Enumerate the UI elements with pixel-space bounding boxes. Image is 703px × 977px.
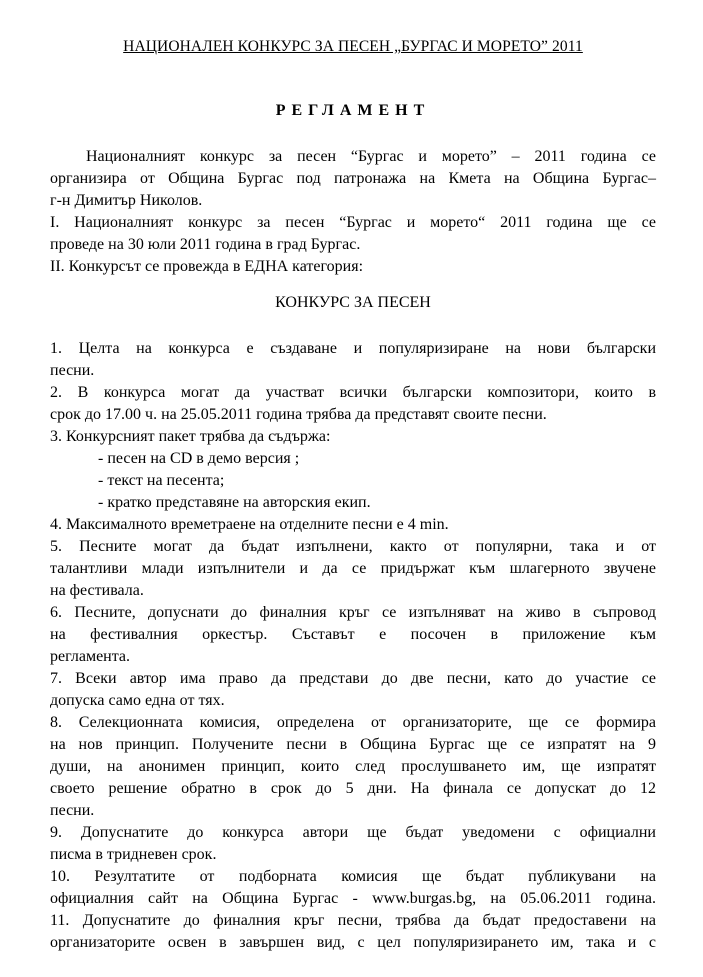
- list-item-line: 5. Песните могат да бъдат изпълнени, както от популярни, така и от: [50, 538, 656, 555]
- list-item-line: официалния сайт на Община Бургас - www.burgas.bg, на 05.06.2011 година.: [50, 890, 656, 907]
- list-item-line: песни.: [50, 802, 95, 819]
- list-item-line: 3. Конкурсният пакет трябва да съдържа:: [50, 428, 331, 445]
- paragraph-line: организира от Община Бургас под патронажа на Кмета на Община Бургас–: [50, 170, 656, 187]
- paragraph-line: проведе на 30 юли 2011 година в град Бургас.: [50, 236, 361, 253]
- document-title: НАЦИОНАЛЕН КОНКУРС ЗА ПЕСЕН „БУРГАС И МОРЕТО” 2011: [123, 38, 583, 55]
- list-item-line: регламента.: [50, 648, 131, 665]
- document-heading: РЕГЛАМЕНТ: [275, 102, 431, 119]
- list-item-line: на фестивала.: [50, 582, 144, 599]
- list-item-line: 2. В конкурса могат да участват всички български композитори, които в: [50, 384, 656, 401]
- list-item-line: 7. Всеки автор има право да представи до две песни, като до участие се: [50, 670, 656, 687]
- list-item-line: 4. Максималното времетраене на отделните песни е 4 min.: [50, 516, 449, 533]
- list-item-line: писма в тридневен срок.: [50, 846, 217, 863]
- list-item-line: организаторите освен в завършен вид, с цел популяризирането им, така и с: [50, 934, 656, 951]
- list-item-line: 11. Допуснатите до финалния кръг песни, трябва да бъдат предоставени на: [50, 912, 656, 929]
- paragraph-line: Националният конкурс за песен “Бургас и морето” – 2011 година се: [86, 148, 656, 165]
- list-item-line: допуска само една от тях.: [50, 692, 225, 709]
- list-item-line: талантливи млади изпълнители и да се придържат към шлагерното звучене: [50, 560, 656, 577]
- list-item-line: 1. Целта на конкурса е създаване и популяризиране на нови български: [50, 340, 656, 357]
- paragraph-line: I. Националният конкурс за песен “Бургас и морето“ 2011 година ще се: [50, 214, 656, 231]
- list-item-line: песни.: [50, 362, 95, 379]
- bullet-line: - кратко представяне на авторския екип.: [98, 494, 371, 511]
- paragraph-line: г-н Димитър Николов.: [50, 192, 203, 209]
- list-item-line: 10. Резултатите от подборната комисия ще бъдат публикувани на: [50, 868, 656, 885]
- list-item-line: души, на анонимен принцип, които след прослушването им, ще изпратят: [50, 758, 656, 775]
- paragraph-line: II. Конкурсът се провежда в ЕДНА категория:: [50, 258, 364, 275]
- list-item-line: 9. Допуснатите до конкурса автори ще бъдат уведомени с официални: [50, 824, 656, 841]
- list-item-line: 8. Селекционната комисия, определена от организаторите, ще се формира: [50, 714, 656, 731]
- list-item-line: 6. Песните, допуснати до финалния кръг се изпълняват на живо в съпровод: [50, 604, 656, 621]
- list-item-line: своето решение обратно в срок до 5 дни. На финала се допускат до 12: [50, 780, 656, 797]
- section-title: КОНКУРС ЗА ПЕСЕН: [275, 294, 431, 311]
- list-item-line: на фестивалния оркестър. Съставът е посочен в приложение към: [50, 626, 656, 643]
- bullet-line: - текст на песента;: [98, 472, 225, 489]
- bullet-line: - песен на CD в демо версия ;: [98, 450, 300, 467]
- list-item-line: срок до 17.00 ч. на 25.05.2011 година трябва да представят своите песни.: [50, 406, 547, 423]
- list-item-line: на нов принцип. Получените песни в Община Бургас ще се изпратят на 9: [50, 736, 656, 753]
